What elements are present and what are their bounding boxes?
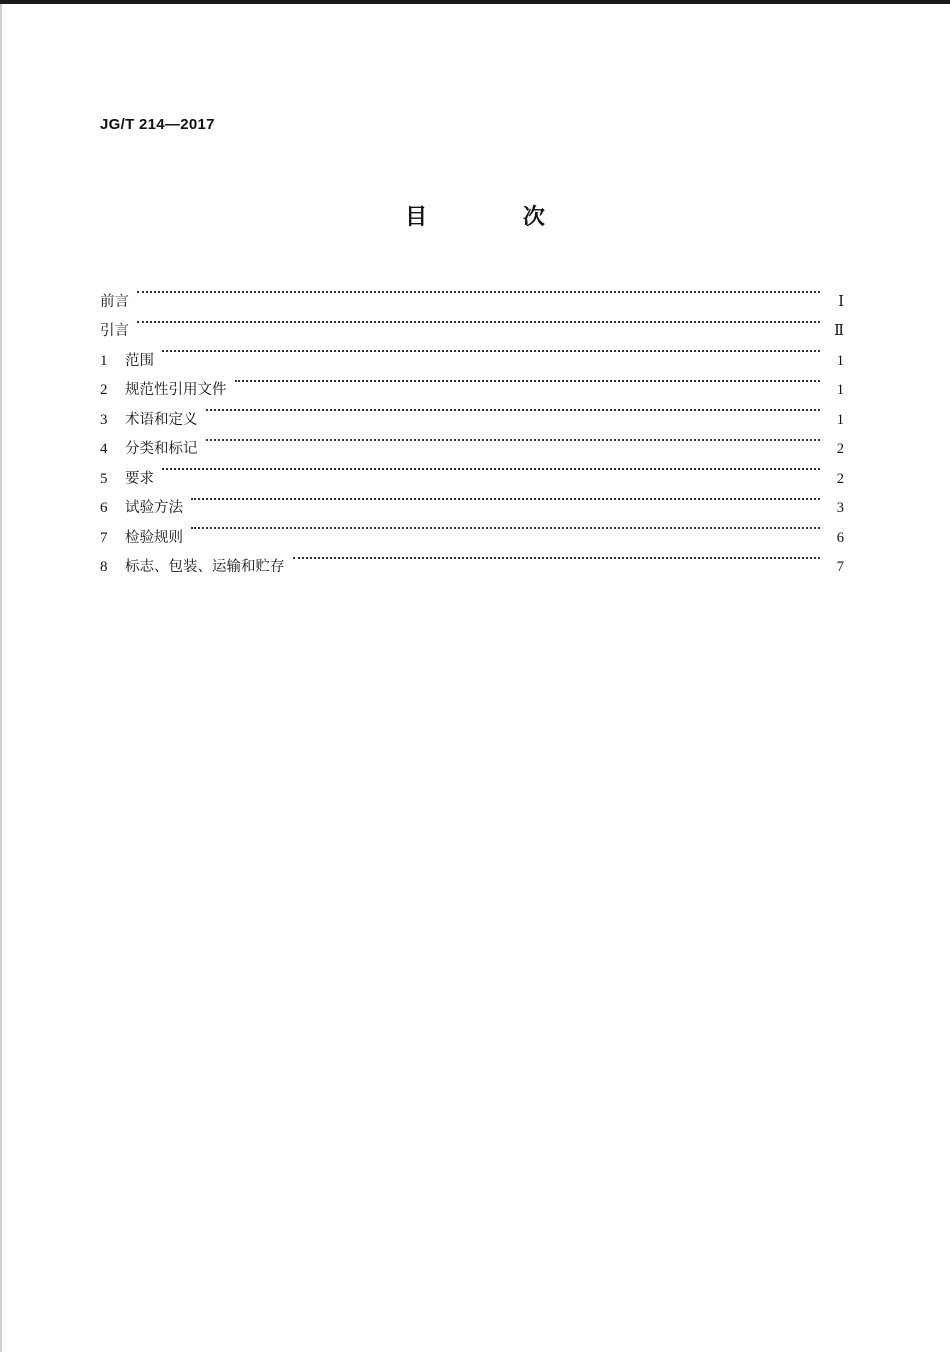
dot-leader	[162, 335, 820, 365]
toc-entry-page: 2	[836, 470, 844, 487]
toc-entry-page: 2	[836, 441, 844, 457]
toc-entry-terms-definitions[interactable]	[100, 394, 844, 428]
toc-entry-page: 7	[836, 559, 844, 575]
standard-code: JG/T 214—2017	[100, 116, 215, 133]
dot-leader	[137, 306, 820, 336]
toc-entry-page: 3	[836, 500, 844, 516]
top-border-rule	[0, 0, 950, 4]
toc-entry-number: 6	[100, 500, 108, 516]
toc-entry-page: 6	[836, 529, 844, 546]
dot-leader	[162, 453, 820, 483]
toc-entry-number: 5	[100, 470, 108, 487]
toc-entry-page: Ⅰ	[838, 293, 844, 310]
toc-entry-label: 标志、包装、运输和贮存	[125, 559, 285, 575]
toc-entry-marking-packaging-transport-storage[interactable]	[100, 542, 844, 575]
dot-leader	[206, 394, 821, 424]
dot-leader	[293, 542, 821, 572]
toc-entry-label: 术语和定义	[125, 411, 198, 428]
toc-entry-classification-marking[interactable]	[100, 424, 844, 457]
toc-entry-page: Ⅱ	[834, 323, 844, 339]
toc-entry-label: 引言	[100, 323, 129, 339]
toc-entry-label: 规范性引用文件	[125, 382, 227, 398]
dot-leader	[206, 424, 821, 454]
toc-entry-test-methods[interactable]	[100, 483, 844, 516]
toc-entry-page: 1	[836, 411, 844, 428]
toc-entry-label: 要求	[125, 470, 154, 487]
toc-entry-requirements[interactable]	[100, 453, 844, 487]
toc-entry-page: 1	[836, 382, 844, 398]
toc-entry-label: 检验规则	[125, 529, 183, 546]
toc-entry-foreword[interactable]	[100, 276, 844, 310]
toc-entry-number: 4	[100, 441, 108, 457]
toc-entry-label: 分类和标记	[125, 441, 198, 457]
dot-leader	[235, 365, 821, 395]
toc-entry-label: 范围	[125, 352, 154, 369]
dot-leader	[137, 276, 820, 306]
toc-entry-number: 2	[100, 382, 108, 398]
toc-entry-scope[interactable]	[100, 335, 844, 369]
toc-entry-introduction[interactable]	[100, 306, 844, 339]
toc-entry-label: 试验方法	[125, 500, 183, 516]
page-title: 目 次	[405, 205, 589, 230]
dot-leader	[191, 483, 820, 513]
dot-leader	[191, 512, 820, 542]
toc-entry-number: 1	[100, 352, 108, 369]
toc-entry-label: 前言	[100, 293, 129, 310]
table-of-contents	[100, 276, 844, 575]
toc-entry-number: 8	[100, 559, 108, 575]
toc-entry-number: 7	[100, 529, 108, 546]
toc-entry-number: 3	[100, 411, 108, 428]
toc-entry-normative-references[interactable]	[100, 365, 844, 398]
toc-entry-inspection-rules[interactable]	[100, 512, 844, 546]
toc-entry-page: 1	[836, 352, 844, 369]
